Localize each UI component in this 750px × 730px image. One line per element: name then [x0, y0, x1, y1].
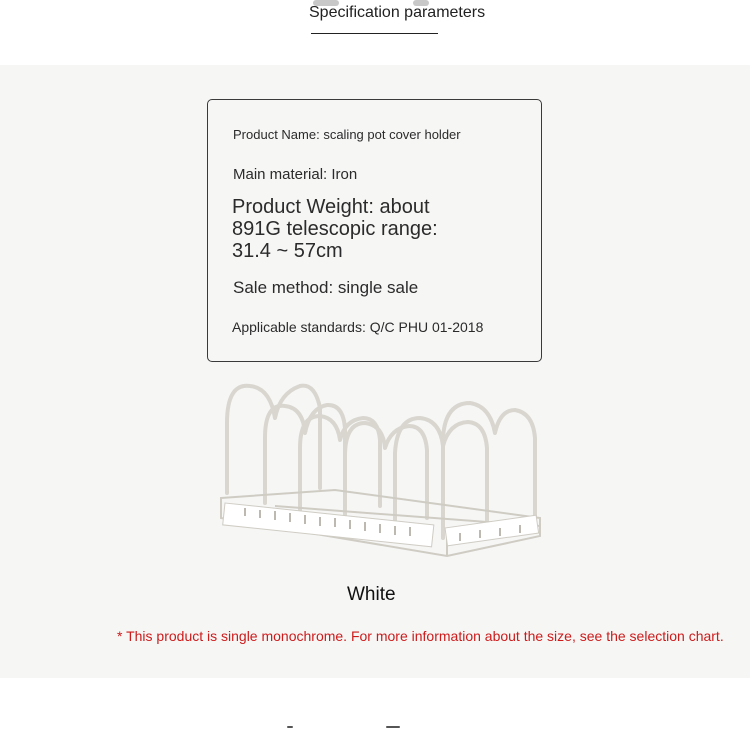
spec-material: Main material: Iron: [233, 166, 358, 183]
title-underline: [311, 33, 438, 34]
pot-lid-rack-image: [215, 378, 545, 570]
decorative-image-fragment: [386, 726, 400, 728]
spec-sale-method: Sale method: single sale: [233, 278, 419, 297]
section-header: [0, 0, 750, 65]
spec-standard: Applicable standards: Q/C PHU 01-2018: [232, 319, 484, 335]
color-label: White: [347, 584, 396, 605]
monochrome-note: * This product is single monochrome. For more information about the size, see the selection chart.: [117, 628, 724, 644]
spec-product-name: Product Name: scaling pot cover holder: [233, 127, 461, 142]
spec-box: [207, 99, 542, 362]
decorative-image-fragment: [287, 726, 293, 728]
section-title: Specification parameters: [309, 4, 486, 21]
spec-weight-range: Product Weight: about 891G telescopic range: 31.4 ~ 57cm: [232, 196, 438, 262]
